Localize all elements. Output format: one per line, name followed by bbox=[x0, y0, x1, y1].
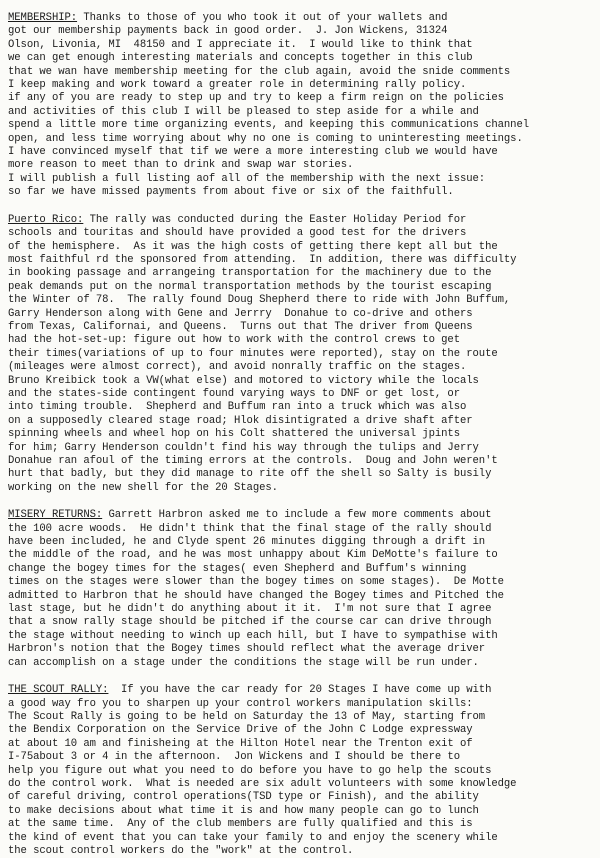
text-line: I keep making and work toward a greater role in determining rally policy. bbox=[8, 79, 467, 92]
text-line: that we wan have membership meeting for the club again, avoid the snide comments bbox=[8, 65, 511, 78]
text-line: admitted to Harbron that he should have changed the Bogey times and Pitched the bbox=[8, 589, 504, 602]
text-line: The Scout Rally is going to be held on Saturday the 13 of May, starting from bbox=[8, 710, 486, 723]
text-line: the middle of the road, and he was most unhappy about Kim DeMotte's failure to bbox=[8, 549, 498, 562]
text-line: from Texas, Californai, and Queens. Turns out that The driver from Queens bbox=[8, 320, 473, 333]
text-line: I have convinced myself that tif we were a more interesting club we would have bbox=[8, 146, 498, 159]
text-line: for him; Garry Henderson couldn't find his way through the tulips and Jerry bbox=[8, 441, 479, 454]
text-line: the scout control workers do the "work" at the control. bbox=[8, 844, 354, 857]
text-line: spend a little more time organizing events, and keeping this communications channel bbox=[8, 119, 530, 132]
text-line: Bruno Kreibick took a VW(what else) and motored to victory while the locals bbox=[8, 374, 479, 387]
text-line: more reason to meet than to drink and swap war stories. bbox=[8, 159, 354, 172]
text-line bbox=[8, 684, 586, 697]
section-heading: MEMBERSHIP: bbox=[8, 12, 78, 24]
text-line: their times(variations of up to four minutes were reported), stay on the route bbox=[8, 347, 498, 360]
text-line: at the same time. Any of the club members are fully qualified and this is bbox=[8, 818, 473, 831]
heading-line-text: Thanks to those of you who took it out of your wallets and bbox=[77, 12, 448, 24]
text-line: Harbron's notion that the Bogey times should reflect what the average driver bbox=[8, 643, 486, 656]
text-line: hurt that badly, but they did manage to rite off the shell so Salty is busily bbox=[8, 468, 492, 481]
paragraph bbox=[8, 12, 586, 200]
heading-line-text: If you have the car ready for 20 Stages I have come up with bbox=[108, 684, 492, 697]
text-line: last stage, but he didn't do anything about it it. I'm not sure that I agree bbox=[8, 603, 492, 616]
text-line: if any of you are ready to step up and try to keep a firm reign on the policies bbox=[8, 92, 504, 105]
text-line: (mileages were almost correct), and avoid nonrally traffic on the stages. bbox=[8, 361, 467, 374]
text-line: on a supposedly cleared stage road; Hlok disintigrated a drive shaft after bbox=[8, 414, 473, 427]
text-line: Donahue ran afoul of the timing errors at the controls. Doug and John weren't bbox=[8, 455, 498, 467]
text-line bbox=[8, 214, 586, 227]
text-line: of the hemisphere. As it was the high costs of getting there kept all but the bbox=[8, 240, 498, 253]
text-line: most faithful rd the sponsored from attending. In addition, there was difficulty bbox=[8, 253, 517, 266]
text-line: at about 10 am and finisheing at the Hilton Hotel near the Trenton exit of bbox=[8, 737, 473, 750]
text-line: schools and touritas and should have provided a good test for the drivers bbox=[8, 227, 467, 240]
text-line: in booking passage and arrangeing transportation for the machinery due to the bbox=[8, 267, 492, 280]
text-line: so far we have missed payments from about five or six of the faithfull. bbox=[8, 186, 454, 199]
text-line: and activities of this club I will be pleased to step aside for a while and bbox=[8, 105, 479, 118]
section-heading: Puerto Rico: bbox=[8, 213, 84, 226]
text-line: working on the new shell for the 20 Stages. bbox=[8, 481, 278, 494]
text-line: spinning wheels and wheel hop on his Colt shattered the universal jpints bbox=[8, 428, 460, 441]
text-line: the Winter of 78. The rally found Doug Shepherd there to ride with John Buffum, bbox=[8, 294, 511, 307]
paragraph bbox=[8, 214, 586, 496]
text-line: can accomplish on a stage under the conditions the stage will be run under. bbox=[8, 656, 479, 669]
heading-line-text: The rally was conducted during the Easter Holiday Period for bbox=[83, 213, 467, 226]
text-line: open, and less time worrying about why no one is coming to uninteresting meetings. bbox=[8, 132, 523, 145]
text-line: into timing trouble. Shepherd and Buffum ran into a truck which was also bbox=[8, 401, 467, 414]
text-line: a good way fro you to sharpen up your control workers manipulation skills: bbox=[8, 697, 473, 710]
text-line: times on the stages were slower than the bogey times on some stages). De Motte bbox=[8, 576, 504, 589]
text-line: have been included, he and Clyde spent 26 minutes digging through a drift in bbox=[8, 536, 486, 549]
text-line: change the bogey times for the stages( even Shepherd and Buffum's winning bbox=[8, 562, 467, 575]
paragraph bbox=[8, 684, 586, 858]
text-line: the Bendix Corporation on the Service Drive of the John C Lodge expressway bbox=[8, 724, 473, 737]
text-line: the stage without needing to winch up each hill, but I have to sympathise with bbox=[8, 629, 498, 642]
text-line: help you figure out what you need to do before you have to go help the scouts bbox=[8, 764, 492, 777]
text-line: the 100 acre woods. He didn't think that the final stage of the rally should bbox=[8, 522, 492, 535]
text-line: to make decisions about what time it is and how many people can go to lunch bbox=[8, 804, 479, 817]
text-line: got our membership payments back in good order. J. Jon Wickens, 31324 bbox=[8, 25, 448, 38]
heading-line-text: Garrett Harbron asked me to include a few more comments about bbox=[102, 509, 492, 522]
text-line: I will publish a full listing aof all of the membership with the next issue: bbox=[8, 172, 486, 185]
text-line: do the control work. What is needed are six adult volunteers with some knowledge bbox=[8, 777, 517, 790]
text-line: that a snow rally stage should be pitched if the course car can drive through bbox=[8, 616, 492, 629]
section-heading: THE SCOUT RALLY: bbox=[8, 684, 109, 697]
section-heading: MISERY RETURNS: bbox=[8, 509, 103, 522]
text-line: Garry Henderson along with Gene and Jerrry Donahue to co-drive and others bbox=[8, 307, 473, 320]
text-line: of careful driving, control operations(TSD type or Finish), and the ability bbox=[8, 791, 479, 804]
paragraph bbox=[8, 509, 586, 670]
text-line: the kind of event that you can take your family to and enjoy the scenery while bbox=[8, 831, 498, 844]
text-line bbox=[8, 12, 586, 25]
text-line: we can get enough interesting materials and concepts together in this club bbox=[8, 52, 473, 65]
text-line: I-75about 3 or 4 in the afternoon. Jon Wickens and I should be there to bbox=[8, 751, 460, 764]
text-line: Olson, Livonia, MI 48150 and I appreciate it. I would like to think that bbox=[8, 38, 473, 51]
text-line: and the states-side contingent found varying ways to DNF or get lost, or bbox=[8, 387, 460, 400]
text-line bbox=[8, 509, 586, 522]
text-line: peak demands put on the normal transportation methods by the tourist escaping bbox=[8, 280, 492, 293]
text-line: had the hot-set-up: figure out how to work with the control crews to get bbox=[8, 334, 460, 347]
